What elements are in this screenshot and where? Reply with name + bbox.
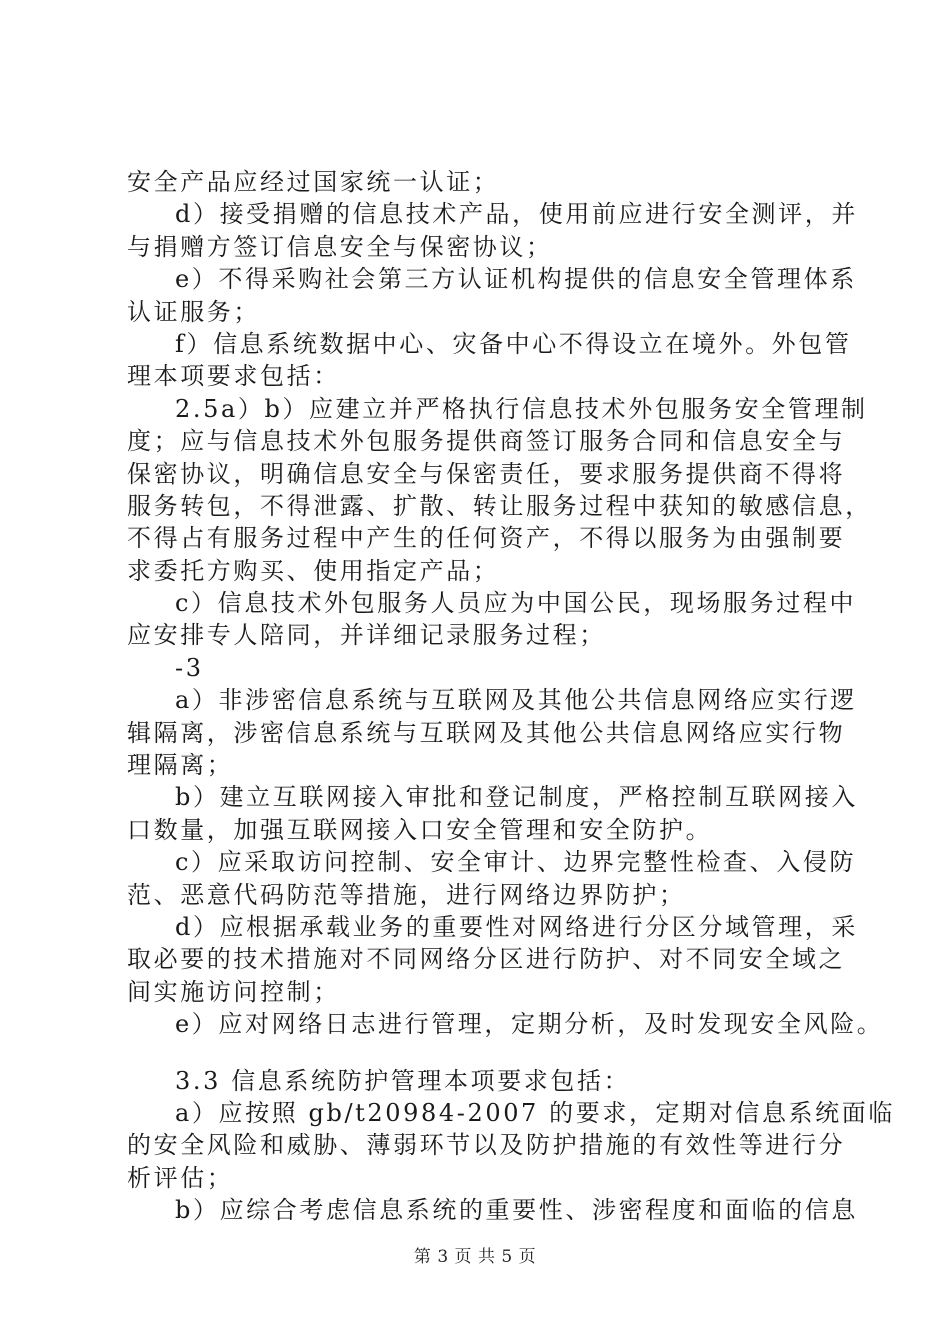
text-line: c）信息技术外包服务人员应为中国公民，现场服务过程中 xyxy=(175,589,857,618)
text-line: f）信息系统数据中心、灾备中心不得设立在境外。外包管 xyxy=(175,329,852,358)
text-line: 与捐赠方签订信息安全与保密协议； xyxy=(127,232,553,261)
text-line: d）接受捐赠的信息技术产品，使用前应进行安全测评，并 xyxy=(175,200,858,229)
text-line: e）不得采购社会第三方认证机构提供的信息安全管理体系 xyxy=(175,265,857,294)
text-line: 安全产品应经过国家统一认证； xyxy=(127,168,500,196)
text-line: d）应根据承载业务的重要性对网络进行分区分域管理，采 xyxy=(175,912,858,941)
text-line: 求委托方购买、使用指定产品； xyxy=(127,556,500,585)
text-line: b）应综合考虑信息系统的重要性、涉密程度和面临的信息 xyxy=(175,1196,858,1225)
text-line: 间实施访问控制； xyxy=(127,977,340,1006)
text-line: a）非涉密信息系统与互联网及其他公共信息网络应实行逻 xyxy=(175,686,857,715)
text-line: 服务转包，不得泄露、扩散、转让服务过程中获知的敏感信息， xyxy=(127,491,872,520)
text-line: 辑隔离，涉密信息系统与互联网及其他公共信息网络应实行物 xyxy=(127,718,846,747)
text-line: 3.3 信息系统防护管理本项要求包括： xyxy=(175,1066,631,1095)
text-line: 理本项要求包括： xyxy=(127,362,340,391)
text-line: 理隔离； xyxy=(127,751,234,780)
text-line: a）应按照 gb/t20984-2007 的要求，定期对信息系统面临 xyxy=(175,1098,895,1127)
text-line: e）应对网络日志进行管理，定期分析，及时发现安全风险。 xyxy=(175,1010,884,1039)
text-line: 保密协议，明确信息安全与保密责任，要求服务提供商不得将 xyxy=(127,459,846,488)
text-line: c）应采取访问控制、安全审计、边界完整性检查、入侵防 xyxy=(175,848,857,877)
paragraph-gap xyxy=(127,1041,867,1065)
page-number-footer: 第 3 页 共 5 页 xyxy=(413,1247,537,1267)
text-line: b）建立互联网接入审批和登记制度，严格控制互联网接入 xyxy=(175,783,858,812)
text-line: 范、恶意代码防范等措施，进行网络边界防护； xyxy=(127,880,686,909)
text-line: 取必要的技术措施对不同网络分区进行防护、对不同安全域之 xyxy=(127,945,846,974)
text-line: 度；应与信息技术外包服务提供商签订服务合同和信息安全与 xyxy=(127,427,846,456)
text-line: 的安全风险和威胁、薄弱环节以及防护措施的有效性等进行分 xyxy=(127,1131,846,1160)
text-line: -3 xyxy=(175,653,204,682)
text-line: 应安排专人陪同，并详细记录服务过程； xyxy=(127,621,606,650)
text-line: 析评估； xyxy=(127,1163,234,1192)
text-line: 2.5a）b）应建立并严格执行信息技术外包服务安全管理制 xyxy=(175,394,868,423)
text-line: 认证服务； xyxy=(127,297,260,326)
document-body xyxy=(127,166,895,1227)
text-line: 不得占有服务过程中产生的任何资产，不得以服务为由强制要 xyxy=(127,524,846,553)
text-line: 口数量，加强互联网接入口安全管理和安全防护。 xyxy=(127,815,713,844)
